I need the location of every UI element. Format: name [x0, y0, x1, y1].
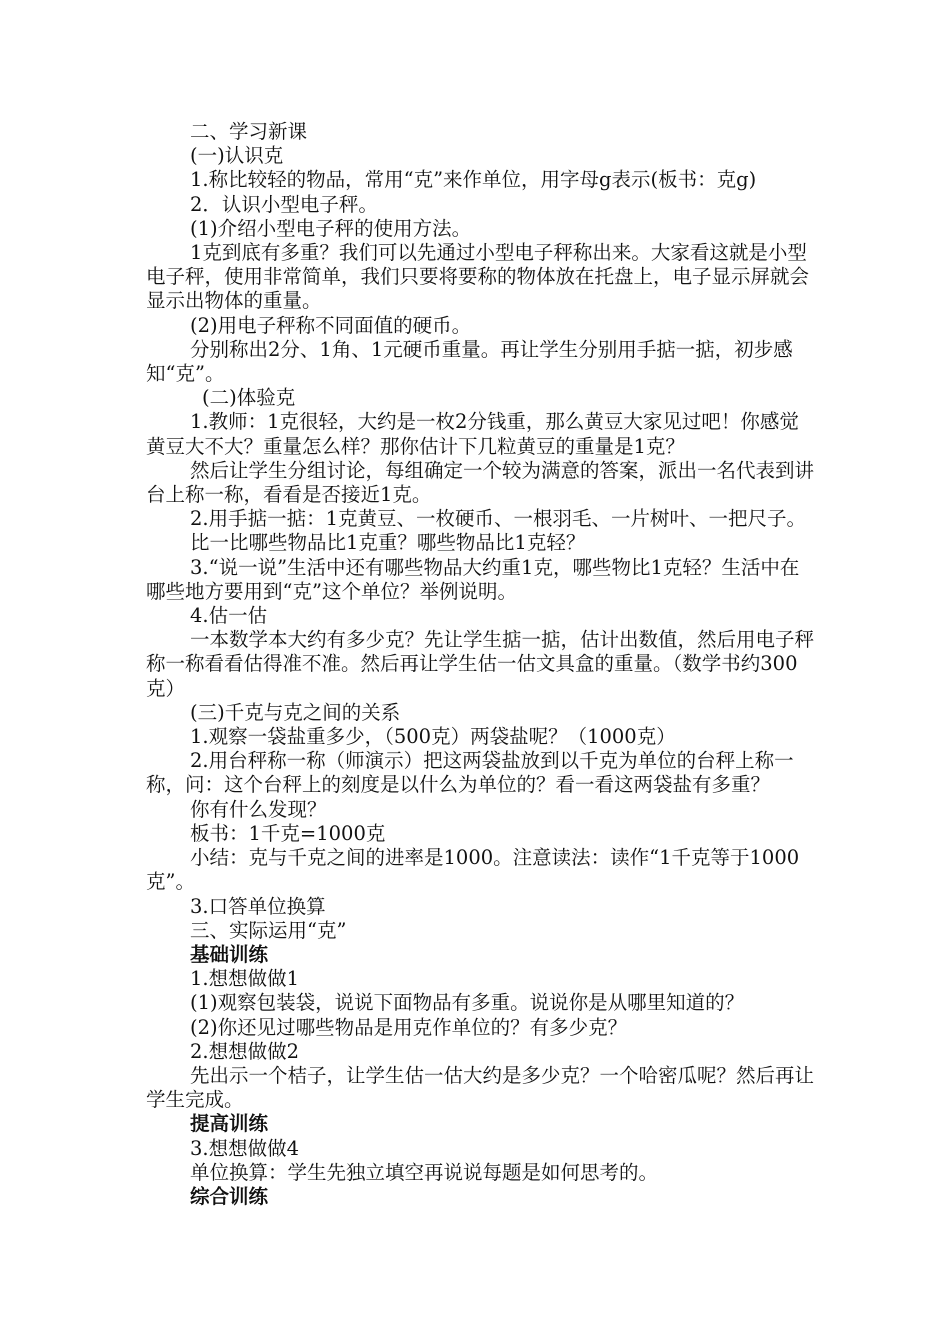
paragraph: 你有什么发现？: [190, 797, 327, 821]
training-heading: 综合训练: [190, 1184, 269, 1208]
paragraph: 2.用手掂一掂：1克黄豆、一枚硬币、一根羽毛、一片树叶、一把尺子。: [190, 507, 807, 531]
paragraph: (1)观察包装袋，说说下面物品有多重。说说你是从哪里知道的？: [190, 991, 745, 1015]
training-heading: 提高训练: [190, 1112, 269, 1136]
document-body: [146, 120, 816, 1209]
paragraph: 1.教师：1克很轻，大约是一枚2分钱重，那么黄豆大家见过吧！你感觉黄豆大不大？重量怎么样？那你估计下几粒黄豆的重量是1克？: [146, 410, 799, 458]
paragraph: 3.想想做做4: [190, 1136, 300, 1160]
paragraph: 3.口答单位换算: [190, 894, 326, 918]
section-heading: 三、实际运用“克”: [190, 918, 347, 942]
paragraph: (2)用电子秤称不同面值的硬币。: [190, 313, 472, 337]
paragraph: (1)介绍小型电子秤的使用方法。: [190, 216, 472, 240]
paragraph: 先出示一个桔子，让学生估一估大约是多少克？一个哈密瓜呢？然后再让学生完成。: [146, 1063, 815, 1112]
paragraph: (2)你还见过哪些物品是用克作单位的？有多少克？: [190, 1015, 628, 1039]
paragraph: 1.想想做做1: [190, 967, 300, 991]
paragraph: 分别称出2分、1角、1元硬币重量。再让学生分别用手掂一掂，初步感知“克”。: [146, 337, 793, 386]
paragraph: 比一比哪些物品比1克重？哪些物品比1克轻？: [190, 531, 586, 555]
paragraph: 2.用台秤称一称（师演示）把这两袋盐放到以千克为单位的台秤上称一称，问：这个台秤上的刻度是以什么为单位的？看一看这两袋盐有多重？: [146, 749, 794, 797]
paragraph: 一本数学本大约有多少克？先让学生掂一掂，估计出数值，然后用电子秤称一称看看估得准不准。然后再让学生估一估文具盒的重量。（数学书约300克）: [146, 628, 815, 700]
paragraph: 板书：1千克=1000克: [190, 821, 386, 845]
paragraph: 3.“说一说”生活中还有哪些物品大约重1克，哪些物比1克轻？生活中在哪些地方要用到“克”这个单位？举例说明。: [146, 555, 800, 603]
paragraph: 1克到底有多重？我们可以先通过小型电子秤称出来。大家看这就是小型电子秤，使用非常简单，我们只要将要称的物体放在托盘上，电子显示屏就会显示出物体的重量。: [146, 241, 810, 313]
paragraph: 1.观察一袋盐重多少，（500克）两袋盐呢？（1000克）: [190, 725, 676, 749]
paragraph: 2．认识小型电子秤。: [190, 192, 378, 216]
paragraph: 然后让学生分组讨论，每组确定一个较为满意的答案，派出一名代表到讲台上称一称，看看是否接近1克。: [146, 458, 815, 507]
paragraph: 2.想想做做2: [190, 1039, 300, 1063]
section-heading: 二、学习新课: [190, 120, 308, 143]
paragraph: 1.称比较轻的物品，常用“克”来作单位，用字母g表示(板书：克g): [190, 168, 757, 192]
paragraph: 小结：克与千克之间的进率是1000。注意读法：读作“1千克等于1000克”。: [146, 846, 800, 894]
paragraph: 4.估一估: [190, 604, 268, 628]
training-heading: 基础训练: [190, 942, 269, 966]
subsection-heading: (二)体验克: [202, 386, 296, 410]
paragraph: 单位换算：学生先独立填空再说说每题是如何思考的。: [190, 1160, 659, 1184]
subsection-heading: (一)认识克: [190, 144, 284, 168]
subsection-heading: (三)千克与克之间的关系: [190, 700, 401, 724]
